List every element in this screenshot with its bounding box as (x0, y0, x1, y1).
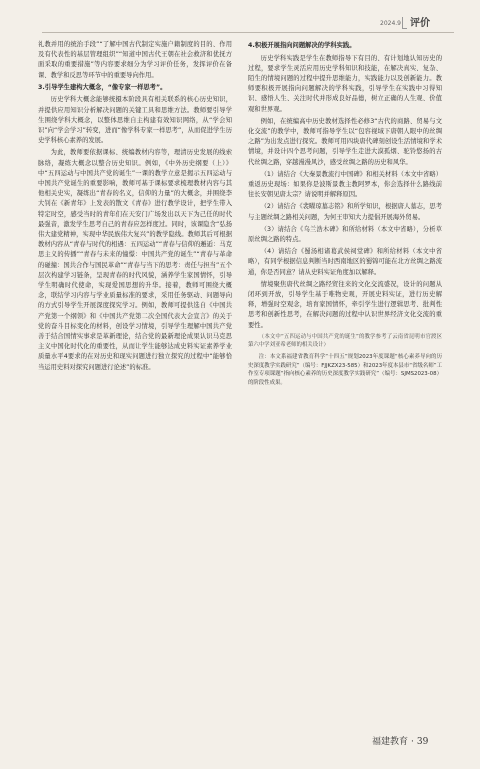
paragraph: 历史学科实践是学生在教师指导下有目的、有计划地认知历史的过程，要求学生灵活应用历史学科知识和技能，在解决真实、复杂、陌生的情境问题的过程中提升思维能力，实践能力以及创新能力。教师要积极开展指向问题解决的学科实践，引导学生在实践中习得知识、感悟人生、关注时代并形成良好品德，树立正确的人生观、价值观和世界观。 (248, 54, 442, 113)
section-heading: 3.引导学生建构大概念，“像专家一样思考”。 (38, 83, 167, 91)
issue-number: 2024.9 (380, 20, 401, 27)
paragraph: 礼教并用的统治手段”“了解中国古代制定实施户籍制度的目的、作用及有代表性的基层管理组织”“知道中国古代王朝在社会救济和优抚方面采取的重要措施”等内容要求细分为学习评价任务，发挥评价在备课、教学和反思等环节中的重要导向作用。 (38, 41, 232, 79)
journal-name: 福建教育 (372, 737, 409, 747)
footer-separator: · (411, 737, 414, 747)
paragraph: 为此，教师要依据课标、统编教材内容等，理清历史发展的线索脉络，凝练大概念以整合历史知识。例如，《中外历史纲要（上）》中“五四运动与中国共产党的诞生”一课的教学立意是揭示五四运动与中国共产党诞生的重要影响，教师可基于课标要求梳理教材内容与其他相关史实，凝练出“青春的名义，信仰的力量”的大概念，并围绕李大钊在《新青年》上发表的散文《青春》进行教学设计，把学生带入特定时空，感受当时的青年们在天安门广场发出以天下为己任的时代最强音，激发学生思考自己的青春应怎样度过。同时，该课隐含“弘扬伟大建党精神，实现中华民族伟大复兴”的教学隐线。教师其后可根据教材内容从“青春与时代的相遇：五四运动”“青春与信仰的邂逅：马克思主义的传播”“青春与未来的憧憬：中国共产党的诞生”“青春与革命的碰撞：国共合作与国民革命”“青春与当下的思考：责任与担当”五个层次构建学习链条，呈现青春的时代风貌，涵养学生家国情怀，引导学生明确时代使命，实现爱国思想的升华。接着，教师可围绕大概念，联结学习内容与学业质量标准的要求，采用任务驱动、问题导向的方式引导学生开展深度探究学习。例如，教师可提供选自《中国共产党第一个纲领》和《中国共产党第二次全国代表大会宣言》的关于党的奋斗目标变化的材料，创设学习情境，引导学生理解中国共产党善于结合国情实事求是革新理论，结合党的最新理论成果认识马克思主义中国化时代化的重要性，从而让学生能够达成史料实证素养学业质量水平4要求的在对历史和现实问题进行独立探究的过程中“能够恰当运用史料对探究问题进行论述”的标准。 (38, 149, 232, 371)
header-rule (42, 32, 454, 33)
paragraph: 情境聚焦唐代丝绸之路经贸往来的文化交流盛况，设计的问题从闭环到开放，引导学生基于唯物史观，开展史料实证，进行历史解释，增强时空观念，培育家国情怀，牵引学生进行逻辑思考、批判性思考和创新性思考，在解决问题的过程中认识世界经济文化交流的重要性。 (248, 280, 442, 329)
question-item: （2）请结合《裴曜琼墓志铭》和所学知识，根据唐人墓志，思考与主题丝绸之路相关问题，为何王审知大力提倡开展海外贸易。 (248, 203, 442, 221)
question-item: （1）请结合《大秦景教流行中国碑》和相关材料（本文中省略）重返历史现场：如果你是波斯景教主教阿罗本，你会选择什么路线前往长安朝见唐太宗？请说明并解释原因。 (248, 170, 442, 199)
acknowledgement-note: （本文中“五四运动与中国共产党的诞生”的教学参考了云南省昆明市官渡区第六中学刘亚希老师的相关设计） (248, 333, 442, 349)
funding-note: 注：本文系福建省教育科学“十四五”规划2023年度课题“核心素养导向的历史深度教学实践研究”（编号：FJJKZX23-585）和2023年度本县市“省级名师”工作室专项课题“指向核心素养的历史深度教学实践研究”（编号：SJMS2023-08）的阶段性成果。 (248, 353, 442, 386)
paragraph: 例如，在统编高中历史教材选择性必修3“古代的商路、贸易与文化交流”的教学中，教师可指导学生以“包容视域下唐朝人眼中的丝绸之路”为出发点进行探究。教师可用四块唐代碑刻创设生活情境和学术情境，并设计四个思考问题，引导学生走进大漠孤烟、驼铃悠扬的古代丝绸之路，穿越漫漫风沙，感受丝绸之路的历史和风华。 (248, 117, 442, 166)
section-title: 评价 (410, 18, 430, 29)
header-bracket (402, 17, 407, 29)
question-item: （3）请结合《乌兰浩木碑》和所给材料（本文中省略），分析草原丝绸之路的特点。 (248, 225, 442, 243)
left-column (38, 40, 232, 375)
section-heading: 4.积极开展指向问题解决的学科实践。 (248, 42, 356, 49)
question-item: （4）请结合《蜀汤相诸葛武侯祠堂碑》和所给材料（本文中省略），有同学根据信息判断当时西南地区的蜀锦可能在北方丝绸之路流通，你是否同意？请从史料实证角度加以解释。 (248, 248, 442, 276)
right-column (248, 40, 442, 389)
paragraph: 历史学科大概念能够统摄本阶段具有相关联系的核心历史知识，并提供应用知识分析解决问题的关键工具和思维方法。教师要引导学生围绕学科大概念，以整体思维自主构建有效知识网络，从“学会知识”向“学会学习”转变，进而“像学科专家一样思考”，从而促进学生历史学科核心素养的发展。 (38, 96, 232, 145)
page-footer (372, 734, 428, 747)
page-number: 39 (416, 737, 429, 747)
